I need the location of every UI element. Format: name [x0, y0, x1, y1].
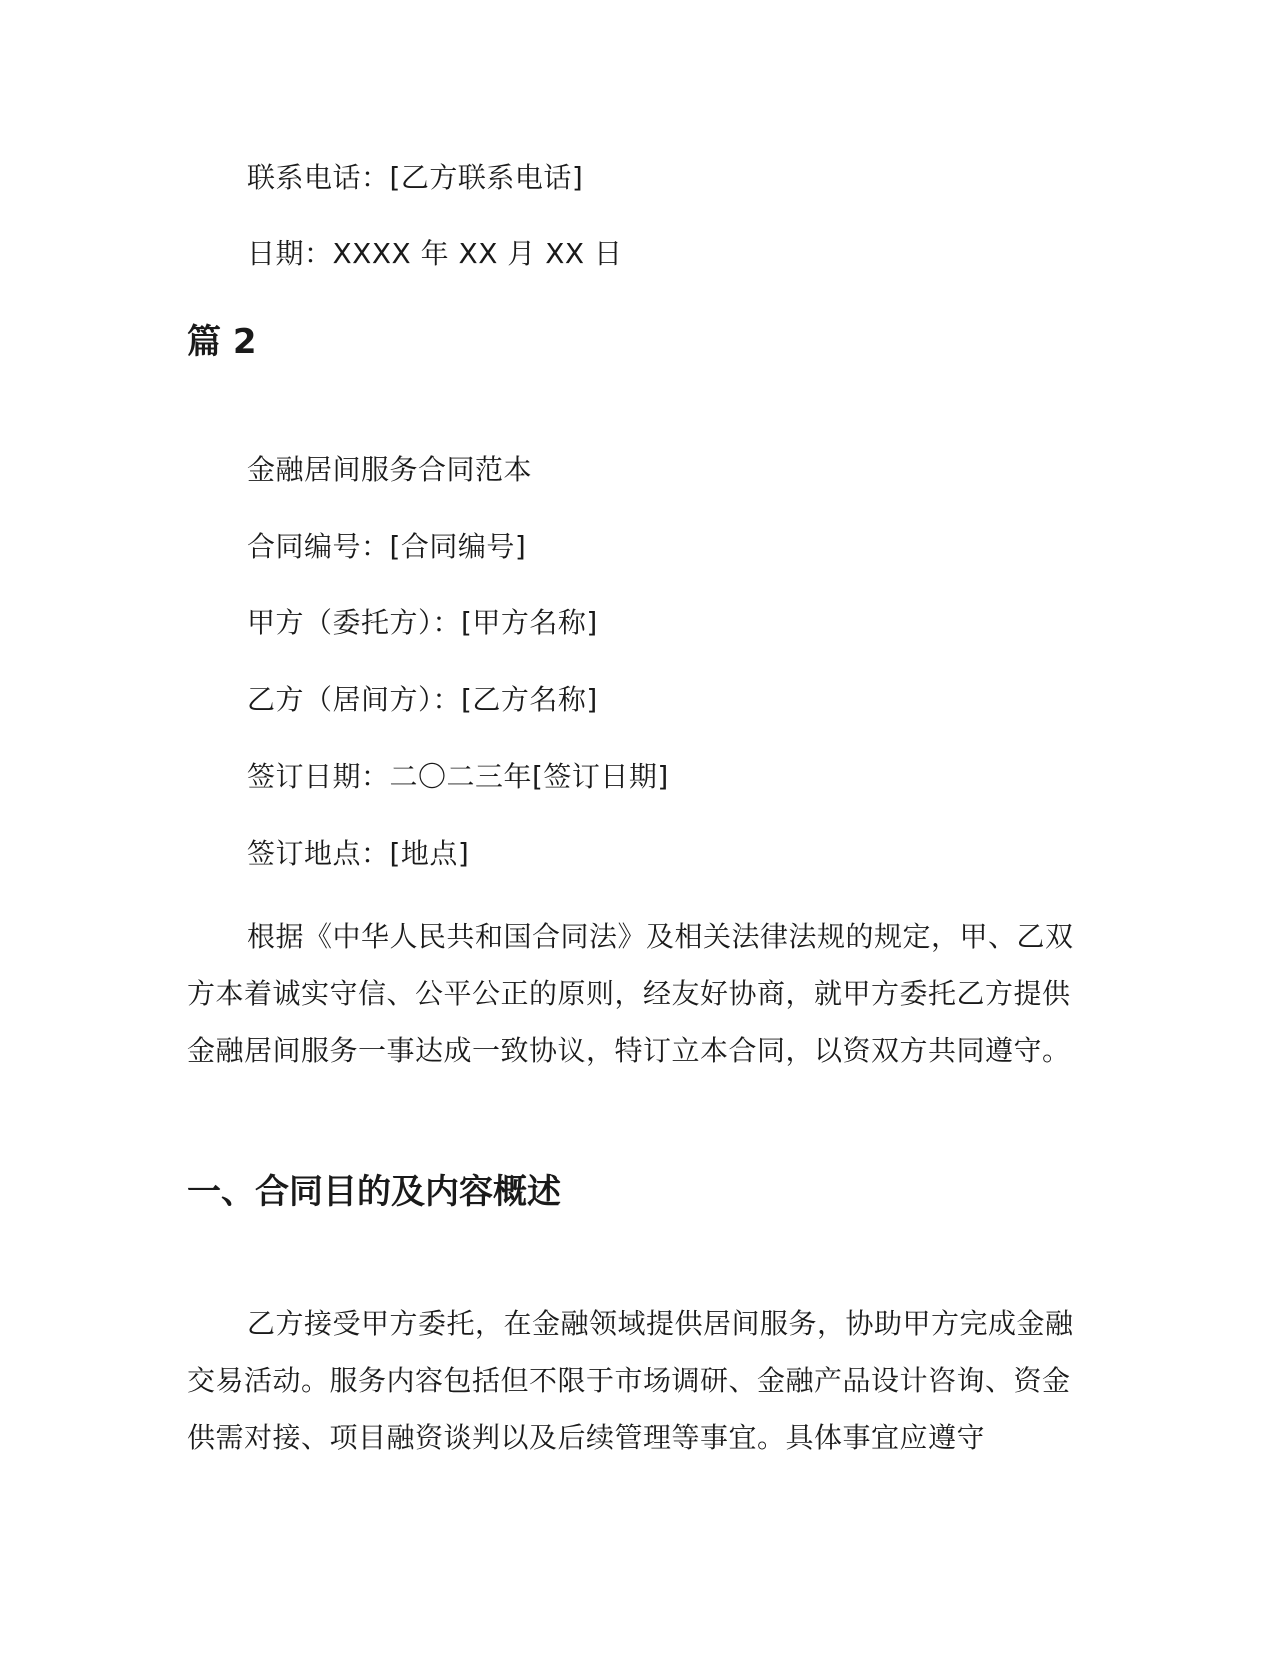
- preamble-paragraph: 根据《中华人民共和国合同法》及相关法律法规的规定，甲、乙双方本着诚实守信、公平公正的原则，经友好协商，就甲方委托乙方提供金融居间服务一事达成一致协议，特订立本合同，以资双方共同遵守。: [187, 920, 1074, 1067]
- contract-number-line: 合同编号：[合同编号]: [247, 530, 527, 563]
- article-1-body: 乙方接受甲方委托，在金融领域提供居间服务，协助甲方完成金融交易活动。服务内容包括但不限于市场调研、金融产品设计咨询、资金供需对接、项目融资谈判以及后续管理等事宜。具体事宜应遵守: [187, 1307, 1074, 1454]
- signing-place-line: 签订地点：[地点]: [247, 837, 470, 870]
- contact-phone-line: 联系电话：[乙方联系电话]: [247, 161, 584, 194]
- party-b-line: 乙方（居间方）：[乙方名称]: [247, 683, 598, 716]
- contract-title: 金融居间服务合同范本: [247, 453, 533, 486]
- article-1-heading: 一、合同目的及内容概述: [187, 1172, 561, 1212]
- signing-date-line: 签订日期：二〇二三年[签订日期]: [247, 760, 669, 793]
- party-a-line: 甲方（委托方）：[甲方名称]: [247, 606, 598, 639]
- section-title: 篇 2: [187, 322, 257, 362]
- date-line: 日期：XXXX 年 XX 月 XX 日: [247, 237, 623, 270]
